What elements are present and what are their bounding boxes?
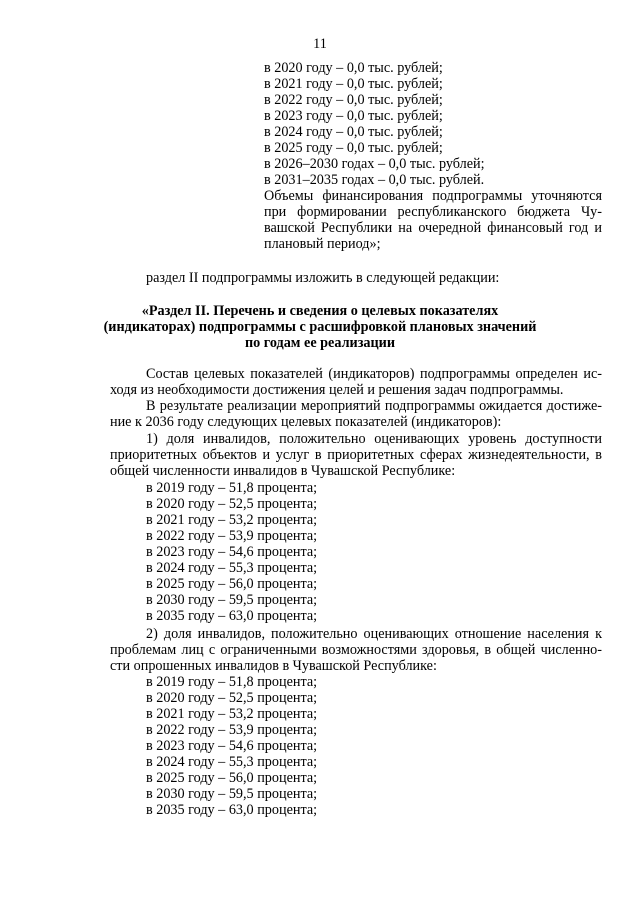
indicator-value: в 2023 году – 54,6 процента; (146, 738, 318, 754)
indicator-value: в 2023 году – 54,6 процента; (146, 544, 318, 560)
indicator-line: общей численности инвалидов в Чувашской Республике: (110, 463, 456, 479)
indicator-value: в 2030 году – 59,5 процента; (146, 592, 318, 608)
funding-year-line: в 2025 году – 0,0 тыс. рублей; (264, 140, 443, 156)
funding-year-line: в 2031–2035 годах – 0,0 тыс. рублей. (264, 172, 485, 188)
indicator-value: в 2030 году – 59,5 процента; (146, 786, 318, 802)
funding-note-line: Объемы финансирования подпрограммы уточняются (264, 188, 602, 204)
paragraph-line: Состав целевых показателей (индикаторов) подпрограммы определен ис- (146, 366, 602, 382)
indicator-value: в 2022 году – 53,9 процента; (146, 722, 318, 738)
paragraph-line: ходя из необходимости достижения целей и решения задач подпрограммы. (110, 382, 564, 398)
section-title-line: (индикаторах) подпрограммы с расшифровкой плановых значений (103, 319, 537, 335)
indicator-value: в 2019 году – 51,8 процента; (146, 674, 318, 690)
indicator-value: в 2020 году – 52,5 процента; (146, 496, 318, 512)
indicator-value: в 2021 году – 53,2 процента; (146, 706, 318, 722)
indicator-value: в 2019 году – 51,8 процента; (146, 480, 318, 496)
indicator-line: 2) доля инвалидов, положительно оценивающих отношение населения к (146, 626, 602, 642)
amendment-instruction: раздел II подпрограммы изложить в следующей редакции: (146, 270, 500, 286)
funding-note-line: плановый период»; (264, 236, 381, 252)
indicator-value: в 2022 году – 53,9 процента; (146, 528, 318, 544)
indicator-value: в 2035 году – 63,0 процента; (146, 802, 318, 818)
funding-block (264, 60, 602, 252)
indicator2-values (146, 674, 317, 818)
paragraph-line: В результате реализации мероприятий подпрограммы ожидается достиже- (146, 398, 602, 414)
section-title-line: «Раздел II. Перечень и сведения о целевых показателях (141, 303, 499, 319)
section-title-line: по годам ее реализации (244, 335, 396, 351)
funding-year-line: в 2022 году – 0,0 тыс. рублей; (264, 92, 443, 108)
indicator-value: в 2024 году – 55,3 процента; (146, 560, 318, 576)
indicator-value: в 2024 году – 55,3 процента; (146, 754, 318, 770)
indicator-line: 1) доля инвалидов, положительно оценивающих уровень доступности (146, 431, 602, 447)
indicator-value: в 2020 году – 52,5 процента; (146, 690, 318, 706)
indicator-line: приоритетных объектов и услуг в приоритетных сферах жизнедеятельности, в (110, 447, 602, 463)
indicator-value: в 2035 году – 63,0 процента; (146, 608, 318, 624)
paragraph-line: ние к 2036 году следующих целевых показателей (индикаторов): (110, 414, 502, 430)
funding-note-line: при формировании республиканского бюджета Чу- (264, 204, 602, 220)
funding-year-line: в 2026–2030 годах – 0,0 тыс. рублей; (264, 156, 485, 172)
indicator-value: в 2025 году – 56,0 процента; (146, 770, 318, 786)
indicator-line: сти опрошенных инвалидов в Чувашской Республике: (110, 658, 437, 674)
funding-year-line: в 2021 году – 0,0 тыс. рублей; (264, 76, 443, 92)
indicator1-values (146, 480, 317, 624)
indicator-value: в 2021 году – 53,2 процента; (146, 512, 318, 528)
funding-year-line: в 2023 году – 0,0 тыс. рублей; (264, 108, 443, 124)
funding-note-line: вашской Республики на очередной финансовый год и (264, 220, 602, 236)
funding-year-line: в 2024 году – 0,0 тыс. рублей; (264, 124, 443, 140)
indicator-line: проблемам лиц с ограниченными возможностями здоровья, в общей численно- (110, 642, 602, 658)
funding-year-line: в 2020 году – 0,0 тыс. рублей; (264, 60, 443, 76)
indicator-value: в 2025 году – 56,0 процента; (146, 576, 318, 592)
page-number: 11 (313, 36, 327, 52)
